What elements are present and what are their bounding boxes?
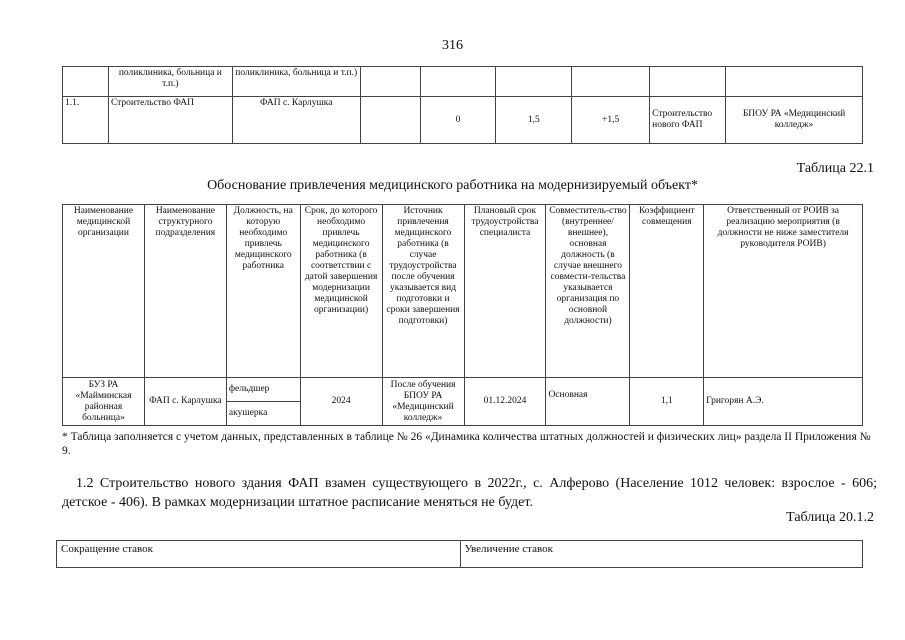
table-22-1 (62, 204, 863, 426)
column-header: Срок, до которого необходимо привлечь медицинского работника (в соответствии с датой завершения модернизации медицинской организации) (300, 205, 382, 378)
table-label: Таблица 20.1.2 (786, 510, 874, 525)
table-cell (360, 97, 420, 144)
responsible-cell: Григорян А.Э. (704, 378, 863, 426)
column-header: Коэффициент совмещения (630, 205, 704, 378)
table-row (63, 67, 863, 97)
table-cell: поликлиника, больница и т.п.) (108, 67, 232, 97)
position-cell: акушерка (226, 402, 300, 426)
paragraph: 1.2 Строительство нового здания ФАП взамен существующего в 2022г., с. Алферово (Население 1012 человек: взрослое - 606; детское - 406). В рамках модернизации штатное расписание меняться не будет. (62, 476, 877, 510)
column-header: Наименование медицинской организации (63, 205, 145, 378)
table-title: Обоснование привлечения медицинского работника на модернизируемый объект* (207, 178, 698, 193)
table-cell (360, 67, 420, 97)
table-20-1-2 (56, 540, 863, 568)
table-cell: 1.1. (63, 97, 109, 144)
table-header-row (63, 205, 863, 378)
table-cell: +1,5 (572, 97, 650, 144)
coef-cell: 1,1 (630, 378, 704, 426)
table-cell: поликлиника, больница и т.п.) (232, 67, 360, 97)
deadline-cell: 2024 (300, 378, 382, 426)
table-row (63, 378, 863, 402)
table-cell: 1,5 (496, 97, 572, 144)
column-header: Источник привлечения медицинского работника (в случае трудоустройства после обучения указывается вид подготовки и сроки завершения подготовки) (382, 205, 464, 378)
source-cell: После обучения БПОУ РА «Медицинский колледж» (382, 378, 464, 426)
table-cell (496, 67, 572, 97)
planned-cell: 01.12.2024 (464, 378, 546, 426)
column-header: Совместитель-ство (внутреннее/ внешнее), основная должность (в случае внешнего совмести-тельства указывается организация по основной должности) (546, 205, 630, 378)
position-cell: фельдшер (226, 378, 300, 402)
table-cell (572, 67, 650, 97)
footnote: * Таблица заполняется с учетом данных, представленных в таблице № 26 «Динамика количества штатных должностей и физических лиц» раздела II Приложения № 9. (62, 431, 871, 457)
table-cell: Строительство нового ФАП (650, 97, 726, 144)
top-table (62, 66, 863, 144)
column-header: Должность, на которую необходимо привлечь медицинского работника (226, 205, 300, 378)
combination-cell: Основная (546, 378, 630, 426)
table-row (63, 97, 863, 144)
page-number: 316 (442, 38, 463, 53)
table-cell: Строительство ФАП (108, 97, 232, 144)
column-header: Увеличение ставок (460, 541, 863, 568)
column-header: Ответственный от РОИВ за реализацию мероприятия (в должности не ниже заместителя руководителя РОИВ) (704, 205, 863, 378)
column-header: Наименование структурного подразделения (144, 205, 226, 378)
table-cell: БПОУ РА «Медицинский колледж» (726, 97, 863, 144)
column-header: Сокращение ставок (57, 541, 461, 568)
org-cell: БУЗ РА «Майминская районная больница» (63, 378, 145, 426)
table-cell (650, 67, 726, 97)
table-cell (63, 67, 109, 97)
column-header: Плановый срок трудоустройства специалиста (464, 205, 546, 378)
table-cell (420, 67, 496, 97)
table-header-row (57, 541, 863, 568)
unit-cell: ФАП с. Карлушка (144, 378, 226, 426)
table-cell (726, 67, 863, 97)
table-cell: ФАП с. Карлушка (232, 97, 360, 144)
table-cell: 0 (420, 97, 496, 144)
table-label: Таблица 22.1 (796, 161, 874, 176)
